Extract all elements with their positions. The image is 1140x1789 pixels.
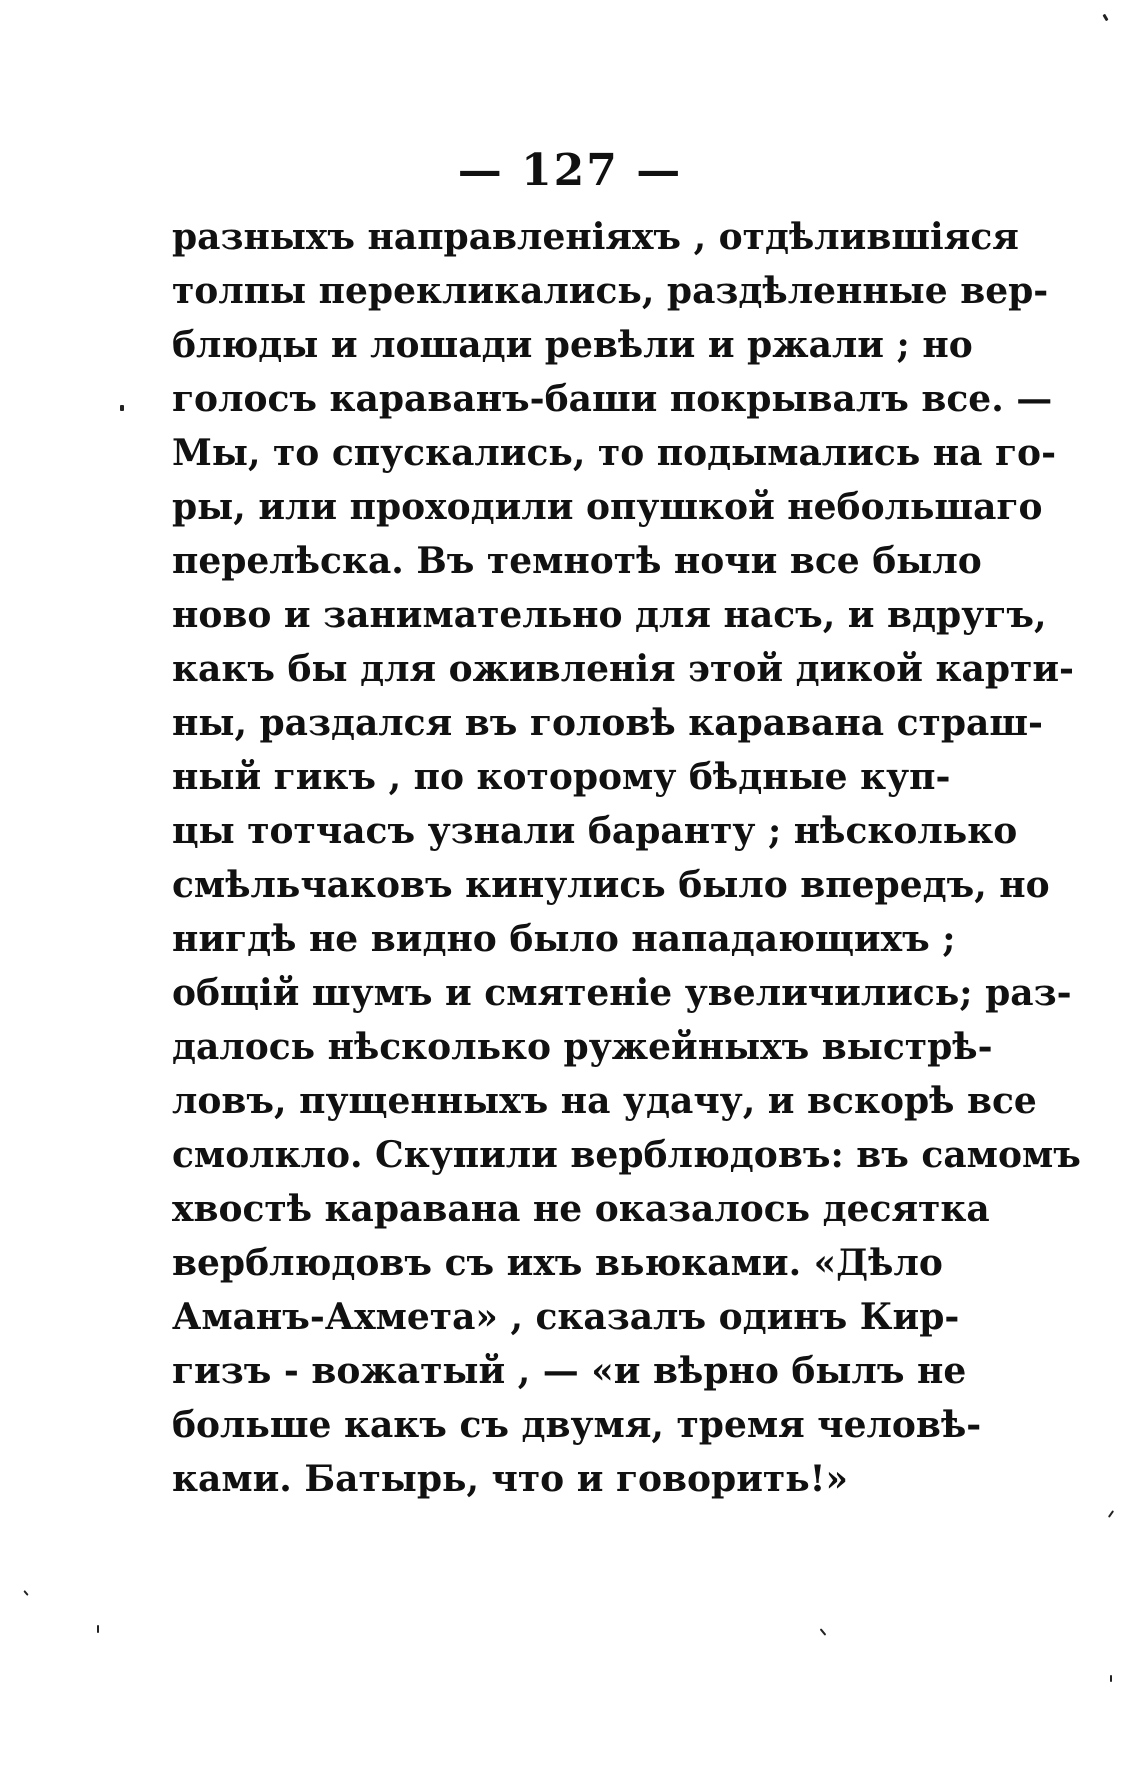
text-line: голосъ караванъ-баши покрывалъ все. — bbox=[172, 378, 1053, 420]
text-line: общій шумъ и смятеніе увеличились; раз- bbox=[172, 972, 1072, 1014]
text-line: ры, или проходили опушкой небольшаго bbox=[172, 486, 1043, 528]
text-line: ны, раздался въ головѣ каравана страш- bbox=[172, 702, 1043, 744]
text-line: далось нѣсколько ружейныхъ выстрѣ- bbox=[172, 1026, 993, 1068]
text-line: ками. Батырь, что и говорить!» bbox=[172, 1458, 848, 1500]
text-line: какъ бы для оживленія этой дикой карти- bbox=[172, 648, 1074, 690]
text-line: ный гикъ , по которому бѣдные куп- bbox=[172, 756, 951, 798]
scan-speck bbox=[1110, 1675, 1112, 1682]
scan-speck bbox=[120, 405, 124, 411]
scan-speck bbox=[23, 1590, 28, 1596]
text-line: нигдѣ не видно было нападающихъ ; bbox=[172, 918, 956, 960]
text-line: смолкло. Скупили верблюдовъ: въ самомъ bbox=[172, 1134, 1081, 1176]
text-line: разныхъ направленіяхъ , отдѣлившіяся bbox=[172, 216, 1019, 258]
scan-speck bbox=[97, 1625, 99, 1633]
scan-speck bbox=[1108, 1510, 1114, 1518]
text-line: хвостѣ каравана не оказалось десятка bbox=[172, 1188, 990, 1230]
text-line: гизъ - вожатый , — «и вѣрно былъ не bbox=[172, 1350, 967, 1392]
text-line: Мы, то спускались, то подымались на го- bbox=[172, 432, 1057, 474]
text-line: ловъ, пущенныхъ на удачу, и вскорѣ все bbox=[172, 1080, 1037, 1122]
text-line: смѣльчаковъ кинулись было впередъ, но bbox=[172, 864, 1050, 906]
scan-speck bbox=[1102, 14, 1108, 22]
text-line: Аманъ-Ахмета» , сказалъ одинъ Кир- bbox=[172, 1296, 960, 1338]
text-line: ново и занимательно для насъ, и вдругъ, bbox=[172, 594, 1047, 636]
text-line: цы тотчасъ узнали баранту ; нѣсколько bbox=[172, 810, 1018, 852]
text-line: блюды и лошади ревѣли и ржали ; но bbox=[172, 324, 973, 366]
scan-speck bbox=[820, 1628, 827, 1635]
text-line: толпы перекликались, раздѣленные вер- bbox=[172, 270, 1049, 312]
text-line: больше какъ съ двумя, тремя человѣ- bbox=[172, 1404, 982, 1446]
page-number: — 127 — bbox=[457, 145, 683, 196]
body-text bbox=[172, 210, 1081, 1506]
text-line: верблюдовъ съ ихъ вьюками. «Дѣло bbox=[172, 1242, 943, 1284]
text-line: перелѣска. Въ темнотѣ ночи все было bbox=[172, 540, 982, 582]
